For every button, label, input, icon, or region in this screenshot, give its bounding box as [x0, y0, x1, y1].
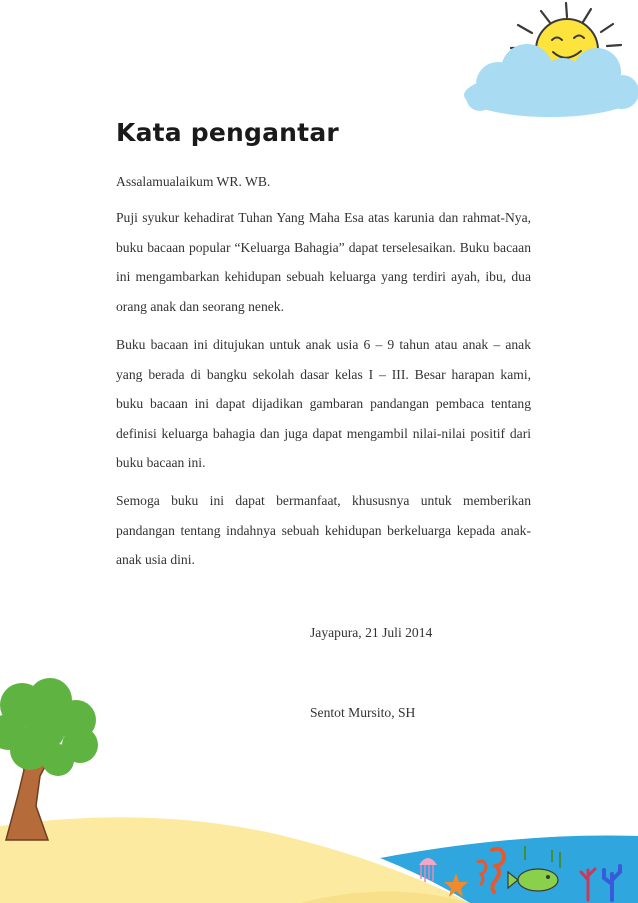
page-title: Kata pengantar	[116, 118, 339, 147]
paragraph-3: Semoga buku ini dapat bermanfaat, khususnya untuk memberikan pandangan tentang indahnya sebuah kehidupan berkeluarga kepada anak-anak usia dini.	[116, 493, 531, 567]
paragraph-1: Puji syukur kehadirat Tuhan Yang Maha Esa atas karunia dan rahmat-Nya, buku bacaan popular “Keluarga Bahagia” dapat terselesaikan. Buku bacaan ini mengambarkan kehidupan sebuah keluarga yang terdiri ayah, ibu, dua orang anak dan seorang nenek.	[116, 210, 531, 314]
tree-icon	[0, 678, 98, 840]
place-date: Jayapura, 21 Juli 2014	[310, 625, 433, 640]
signer-name: Sentot Mursito, SH	[310, 705, 416, 720]
paragraph-2: Buku bacaan ini ditujukan untuk anak usia 6 – 9 tahun atau anak – anak yang berada di bangku sekolah dasar kelas I – III. Besar harapan kami, buku bacaan ini dapat dijadikan gambaran pandangan pembaca tentang definisi keluarga bahagia dan juga dapat mengambil nilai-nilai positif dari buku bacaan ini.	[116, 337, 531, 470]
greeting: Assalamualaikum WR. WB.	[116, 174, 271, 189]
